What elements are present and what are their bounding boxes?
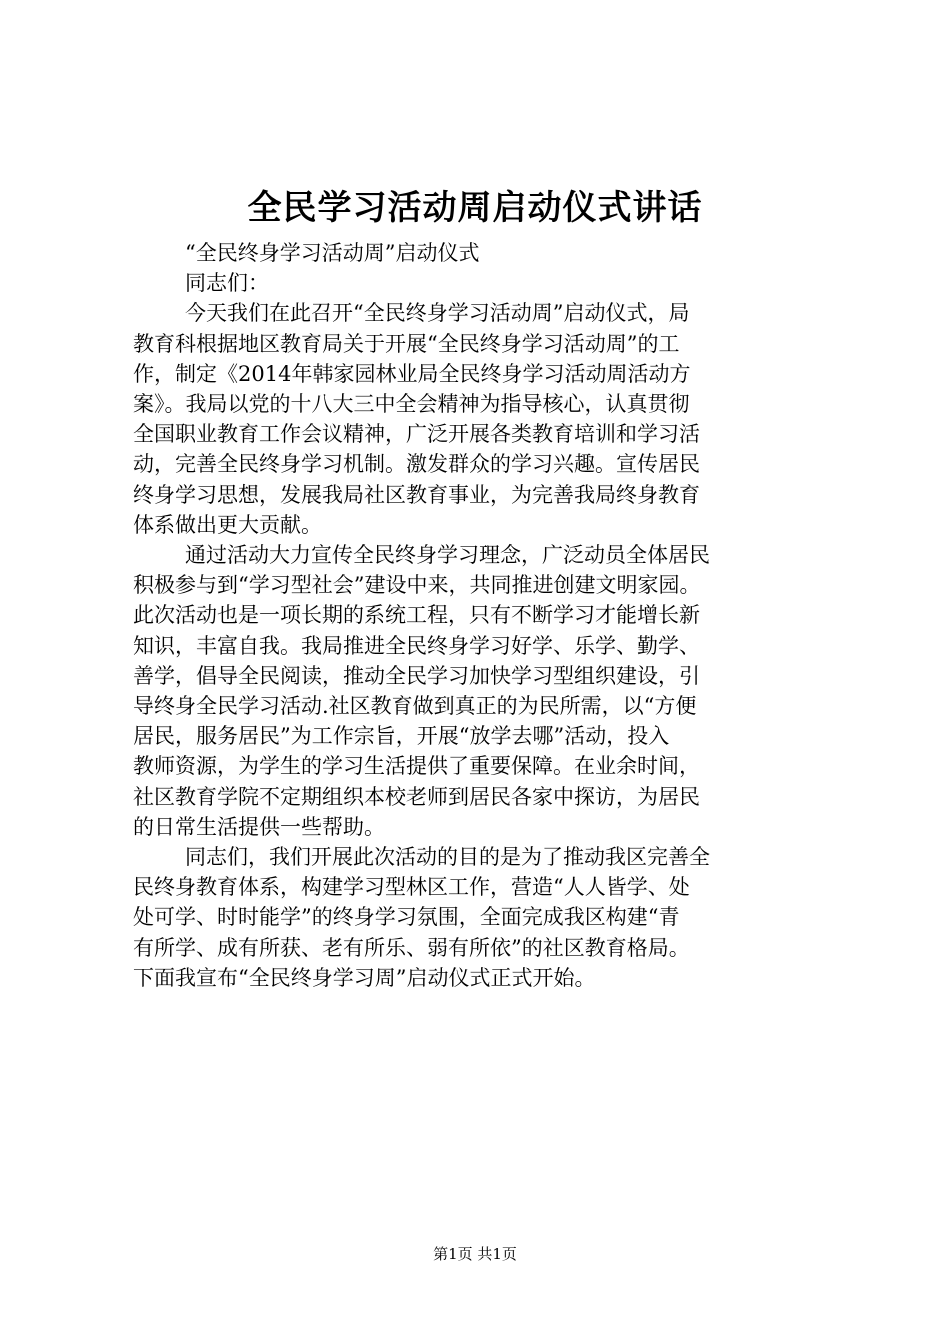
text-line: 民终身教育体系，构建学习型林区工作，营造“人人皆学、处	[133, 875, 690, 900]
text-line: 知识，丰富自我。我局推进全民终身学习好学、乐学、勤学、	[133, 633, 700, 658]
text-line: 居民，服务居民”为工作宗旨，开展“放学去哪”活动，投入	[133, 724, 670, 749]
text-line: 今天我们在此召开“全民终身学习活动周”启动仪式，局	[185, 301, 690, 326]
text-line: 通过活动大力宣传全民终身学习理念，广泛动员全体居民	[185, 543, 710, 568]
document-body	[133, 238, 833, 993]
text-line: 同志们，我们开展此次活动的目的是为了推动我区完善全	[185, 845, 710, 870]
text-line: 教师资源，为学生的学习生活提供了重要保障。在业余时间，	[133, 754, 700, 779]
document-title: 全民学习活动周启动仪式讲话	[247, 188, 703, 228]
text-line: 作，制定《2014年韩家园林业局全民终身学习活动周活动方	[133, 361, 691, 386]
text-line: 的日常生活提供一些帮助。	[133, 814, 385, 839]
text-line: 案》。我局以党的十八大三中全会精神为指导核心，认真贯彻	[133, 392, 690, 417]
event-name-line: “全民终身学习活动周”启动仪式	[185, 241, 480, 265]
page-footer: 第1页 共1页	[433, 1245, 517, 1263]
text-line: 动，完善全民终身学习机制。激发群众的学习兴趣。宣传居民	[133, 452, 700, 477]
text-line: 善学，倡导全民阅读，推动全民学习加快学习型组织建设，引	[133, 663, 700, 688]
text-line: 终身学习思想，发展我局社区教育事业，为完善我局终身教育	[133, 482, 700, 507]
text-line: 此次活动也是一项长期的系统工程，只有不断学习才能增长新	[133, 603, 700, 628]
text-line: 有所学、成有所获、老有所乐、弱有所依”的社区教育格局。	[133, 935, 690, 960]
text-line: 下面我宣布“全民终身学习周”启动仪式正式开始。	[133, 965, 596, 990]
text-line: 积极参与到“学习型社会”建设中来，共同推进创建文明家园。	[133, 573, 701, 598]
text-line: 社区教育学院不定期组织本校老师到居民各家中探访，为居民	[133, 784, 700, 809]
text-line: 体系做出更大贡献。	[133, 512, 322, 537]
text-line: 导终身全民学习活动.社区教育做到真正的为民所需，以“方便	[133, 694, 697, 719]
text-line: 全国职业教育工作会议精神，广泛开展各类教育培训和学习活	[133, 422, 700, 447]
text-line: 教育科根据地区教育局关于开展“全民终身学习活动周”的工	[133, 331, 680, 356]
salutation-line: 同志们：	[185, 271, 269, 296]
text-line: 处可学、时时能学”的终身学习氛围，全面完成我区构建“青	[133, 905, 680, 930]
